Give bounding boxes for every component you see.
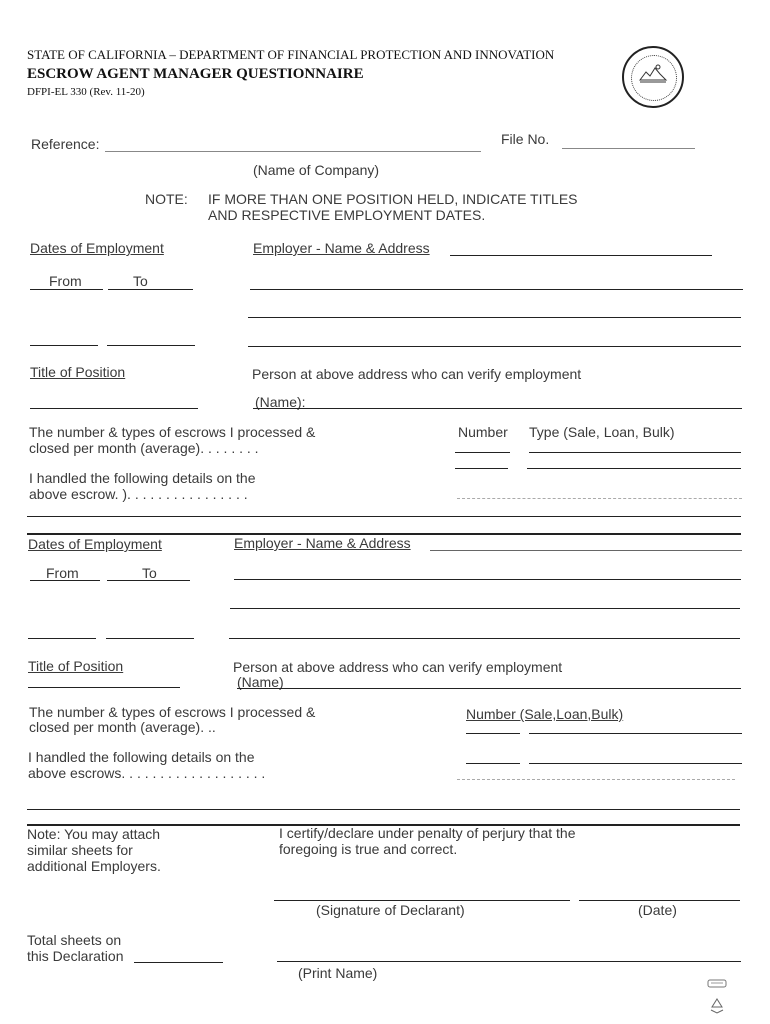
address-line-1[interactable]	[250, 289, 743, 290]
verify-employment-label: Person at above address who can verify employment	[252, 366, 582, 382]
to-field-3[interactable]	[107, 580, 190, 581]
reference-label: Reference:	[31, 136, 100, 152]
from-label-2: From	[46, 565, 79, 581]
from-field-2[interactable]	[30, 345, 98, 346]
total-sheets-line-1: Total sheets on	[27, 932, 122, 948]
from-field[interactable]	[30, 289, 103, 290]
print-name-field[interactable]	[277, 961, 741, 962]
form-id: DFPI-EL 330 (Rev. 11-20)	[27, 86, 145, 98]
employer-field-2[interactable]	[430, 550, 742, 551]
title-field[interactable]	[30, 408, 198, 409]
number-field-1[interactable]	[455, 452, 510, 453]
agency-name: STATE OF CALIFORNIA – DEPARTMENT OF FINANCIAL PROTECTION AND INNOVATION	[27, 47, 555, 62]
employer-label-2: Employer - Name & Address	[234, 535, 411, 551]
note-line-2: AND RESPECTIVE EMPLOYMENT DATES.	[208, 207, 486, 223]
date-caption: (Date)	[638, 902, 677, 918]
type-field-3[interactable]	[529, 733, 742, 734]
number-field-2[interactable]	[455, 468, 508, 469]
to-label-2: To	[142, 565, 157, 581]
total-sheets-line-2: this Declaration	[27, 948, 124, 964]
type-label: Type (Sale, Loan, Bulk)	[529, 424, 675, 440]
file-no-label: File No.	[501, 131, 550, 147]
attach-note-line-2: similar sheets for	[27, 842, 133, 858]
handled-details-field-2[interactable]	[457, 779, 735, 780]
to-field-2[interactable]	[107, 345, 195, 346]
name-caption: (Name):	[255, 394, 306, 410]
escrows-text-line-2: closed per month (average). . . . . . . .	[29, 440, 259, 456]
handled-text-line-1: I handled the following details on the	[29, 470, 256, 486]
title-of-position-label-2: Title of Position	[28, 658, 124, 674]
handled-text-line-3: I handled the following details on the	[28, 749, 255, 765]
print-name-caption: (Print Name)	[298, 965, 378, 981]
file-no-field[interactable]	[562, 148, 695, 149]
signature-field[interactable]	[274, 900, 570, 901]
details-line-2[interactable]	[27, 809, 740, 810]
escrows-text-line-4: closed per month (average). ..	[29, 719, 216, 735]
address-line-5[interactable]	[230, 608, 740, 609]
number-field-3[interactable]	[466, 733, 520, 734]
company-caption: (Name of Company)	[253, 162, 380, 178]
dates-of-employment-label: Dates of Employment	[30, 240, 164, 256]
title-field-2[interactable]	[28, 687, 180, 688]
date-field[interactable]	[579, 900, 740, 901]
escrows-text-line-1: The number & types of escrows I processed &	[29, 424, 316, 440]
type-field-4[interactable]	[529, 763, 742, 764]
reference-field[interactable]	[105, 151, 481, 152]
address-line-6[interactable]	[229, 638, 740, 639]
number-label: Number	[458, 424, 508, 440]
verify-employment-label-2: Person at above address who can verify employment	[233, 659, 563, 675]
type-field-2[interactable]	[527, 468, 741, 469]
number-field-4[interactable]	[466, 763, 520, 764]
number-type-label: Number (Sale,Loan,Bulk)	[466, 706, 624, 722]
address-line-4[interactable]	[234, 579, 741, 580]
employer-label: Employer - Name & Address	[253, 240, 430, 256]
attach-note-line-3: additional Employers.	[27, 858, 161, 874]
to-field-4[interactable]	[106, 638, 194, 639]
recycle-icon	[707, 997, 727, 1015]
type-field-1[interactable]	[529, 452, 741, 453]
state-seal	[622, 46, 684, 108]
address-line-3[interactable]	[248, 346, 741, 347]
handled-details-field[interactable]	[457, 498, 742, 499]
seal-figure-icon	[638, 62, 668, 84]
name-caption-2: (Name)	[237, 674, 284, 690]
note-line-1: IF MORE THAN ONE POSITION HELD, INDICATE TITLES	[208, 191, 578, 207]
attach-note-line-1: Note: You may attach	[27, 826, 161, 842]
to-label: To	[133, 273, 148, 289]
verifier-name-field-2[interactable]	[237, 688, 741, 689]
to-field[interactable]	[108, 289, 193, 290]
escrows-text-line-3: The number & types of escrows I processed &	[29, 704, 316, 720]
signature-caption: (Signature of Declarant)	[316, 902, 465, 918]
handled-text-line-2: above escrow. ). . . . . . . . . . . . . . . .	[29, 486, 248, 502]
note-label: NOTE:	[145, 191, 188, 207]
certify-line-2: foregoing is true and correct.	[279, 841, 458, 857]
handled-text-line-4: above escrows. . . . . . . . . . . . . . . . . . .	[28, 765, 266, 781]
from-field-3[interactable]	[30, 580, 100, 581]
verifier-name-field[interactable]	[253, 408, 742, 409]
form-title: ESCROW AGENT MANAGER QUESTIONNAIRE	[27, 66, 364, 82]
printer-logo-icon	[706, 976, 728, 990]
certify-line-1: I certify/declare under penalty of perjury that the	[279, 825, 576, 841]
employer-field[interactable]	[450, 255, 712, 256]
from-label: From	[49, 273, 82, 289]
from-field-4[interactable]	[28, 638, 96, 639]
title-of-position-label: Title of Position	[30, 364, 126, 380]
dates-of-employment-label-2: Dates of Employment	[28, 536, 162, 552]
details-line[interactable]	[27, 516, 741, 517]
total-sheets-field[interactable]	[134, 962, 223, 963]
address-line-2[interactable]	[248, 317, 741, 318]
